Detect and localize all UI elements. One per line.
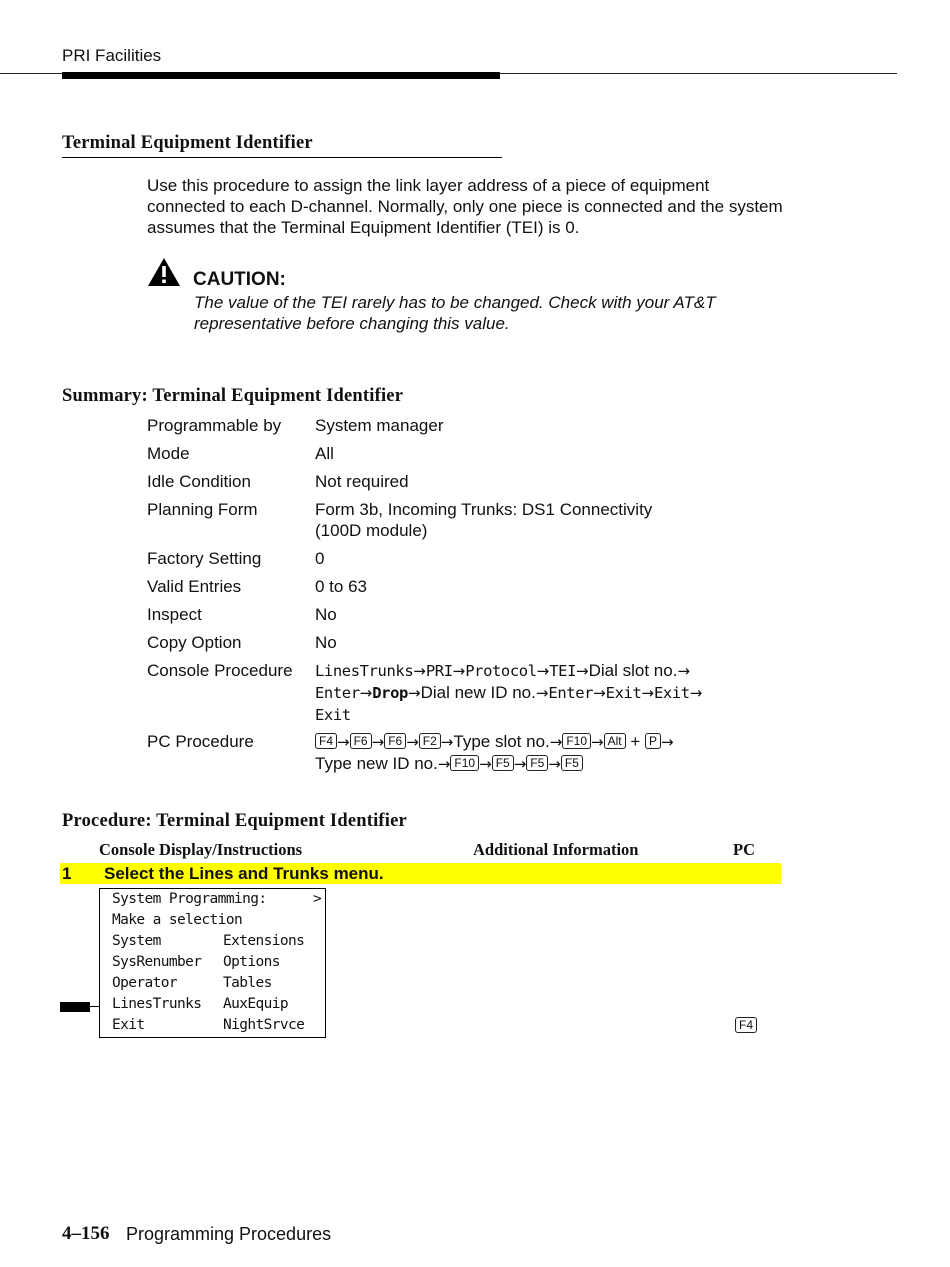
display-menu-item-exit: Exit: [112, 1017, 145, 1033]
arrow-icon: →: [440, 733, 454, 751]
console-step: Exit: [315, 706, 351, 724]
console-procedure: [315, 660, 775, 726]
console-step: Enter: [548, 684, 594, 702]
console-step: LinesTrunks: [315, 662, 414, 680]
column-header-pc: PC: [733, 840, 755, 859]
caution-label: CAUTION:: [193, 269, 286, 290]
header-thick-rule: [62, 72, 500, 79]
f4-key-icon: F4: [735, 1017, 757, 1033]
console-step-text: Dial new ID no.: [420, 683, 536, 702]
arrow-icon: →: [549, 733, 563, 751]
pc-step-text: Type slot no.: [453, 732, 550, 751]
caution-text: The value of the TEI rarely has to be changed. Check with your AT&T representative before changing this value.: [194, 293, 716, 333]
f4-key-icon: F4: [315, 733, 337, 749]
display-menu-item-nightsrvce: NightSrvce: [223, 1017, 305, 1033]
arrow-icon: →: [593, 684, 606, 702]
pc-procedure: [315, 731, 785, 775]
summary-value: System manager: [315, 416, 444, 435]
arrow-icon: →: [576, 662, 589, 680]
intro-paragraph: Use this procedure to assign the link layer address of a piece of equipment connected to each D-channel. Normally, only one piece is connected and the system assumes that the Terminal Equipment Identifier (TEI) is 0.: [147, 176, 783, 237]
arrow-icon: →: [591, 733, 604, 751]
console-step: Enter: [315, 684, 360, 702]
display-more-arrow: >: [313, 891, 322, 907]
display-menu-item-operator: Operator: [112, 975, 178, 991]
arrow-icon: →: [371, 733, 385, 751]
f10-key-icon: F10: [562, 733, 591, 749]
procedure-title: Procedure: Terminal Equipment Identifier: [62, 811, 407, 831]
display-menu-item-extensions: Extensions: [223, 933, 305, 949]
arrow-icon: →: [413, 662, 426, 680]
f10-key-icon: F10: [450, 755, 479, 771]
arrow-icon: →: [689, 684, 703, 702]
page-number: 4–156: [62, 1223, 110, 1244]
display-menu-item-auxequip: AuxEquip: [223, 996, 289, 1012]
summary-label: Copy Option: [147, 633, 242, 652]
f5-key-icon: F5: [526, 755, 548, 771]
summary-label: Console Procedure: [147, 661, 293, 680]
summary-value-line: (100D module): [315, 521, 428, 540]
section-title: Terminal Equipment Identifier: [62, 133, 313, 153]
arrow-icon: →: [641, 684, 654, 702]
pc-step-text: Type new ID no.: [315, 754, 438, 773]
section-title-rule: [62, 157, 502, 158]
arrow-icon: →: [536, 662, 550, 680]
summary-label: Inspect: [147, 605, 202, 624]
summary-value: 0 to 63: [315, 577, 367, 596]
arrow-icon: →: [677, 662, 691, 680]
summary-label: Programmable by: [147, 416, 282, 435]
selection-pointer-icon: [60, 1002, 90, 1012]
console-step: TEI: [549, 662, 577, 680]
step-instruction: Select the Lines and Trunks menu.: [104, 864, 384, 883]
summary-label: Planning Form: [147, 500, 258, 519]
summary-label: Factory Setting: [147, 549, 262, 568]
plus-sign: +: [630, 732, 641, 751]
arrow-icon: →: [437, 755, 451, 773]
summary-label: PC Procedure: [147, 732, 254, 751]
summary-value-line: Form 3b, Incoming Trunks: DS1 Connectivity: [315, 500, 653, 519]
console-display: [99, 888, 326, 1038]
arrow-icon: →: [513, 755, 527, 773]
arrow-icon: →: [661, 733, 674, 751]
f5-key-icon: F5: [561, 755, 583, 771]
console-step-drop: Drop: [372, 684, 408, 702]
arrow-icon: →: [548, 755, 561, 773]
console-step-text: Dial slot no.: [588, 661, 678, 680]
arrow-icon: →: [359, 684, 373, 702]
display-menu-item-system: System: [112, 933, 161, 949]
summary-label: Valid Entries: [147, 577, 242, 596]
alt-key-icon: Alt: [604, 733, 626, 749]
display-menu-item-sysrenumber: SysRenumber: [112, 954, 202, 970]
display-subtitle: Make a selection: [112, 912, 243, 928]
summary-value: No: [315, 605, 337, 624]
f6-key-icon: F6: [384, 733, 406, 749]
column-header-console: Console Display/Instructions: [99, 840, 303, 859]
display-menu-item-options: Options: [223, 954, 280, 970]
summary-value: Not required: [315, 472, 409, 491]
running-header: PRI Facilities: [62, 46, 162, 65]
arrow-icon: →: [337, 733, 350, 751]
summary-title: Summary: Terminal Equipment Identifier: [62, 386, 404, 406]
f6-key-icon: F6: [350, 733, 372, 749]
summary-label: Mode: [147, 444, 190, 463]
f5-key-icon: F5: [492, 755, 514, 771]
summary-value: All: [315, 444, 334, 463]
summary-value: No: [315, 633, 337, 652]
display-menu-item-tables: Tables: [223, 975, 272, 991]
console-step: Exit: [653, 684, 690, 702]
warning-triangle-icon: [147, 257, 181, 287]
f2-key-icon: F2: [419, 733, 441, 749]
arrow-icon: →: [479, 755, 492, 773]
console-step: Protocol: [465, 662, 537, 680]
selection-pointer-line: [90, 1006, 99, 1007]
display-menu-item-linestrunks: LinesTrunks: [112, 996, 202, 1012]
summary-value: [315, 499, 785, 541]
summary-value: 0: [315, 549, 325, 568]
console-step: PRI: [425, 662, 453, 680]
display-title: System Programming:: [112, 891, 267, 907]
chapter-title: Programming Procedures: [126, 1224, 332, 1244]
arrow-icon: →: [452, 662, 466, 680]
arrow-icon: →: [407, 684, 421, 702]
p-key-icon: P: [645, 733, 661, 749]
summary-label: Idle Condition: [147, 472, 251, 491]
arrow-icon: →: [535, 684, 549, 702]
arrow-icon: →: [406, 733, 419, 751]
console-step: Exit: [605, 684, 642, 702]
column-header-additional-info: Additional Information: [473, 840, 639, 859]
step-number: 1: [62, 864, 72, 883]
